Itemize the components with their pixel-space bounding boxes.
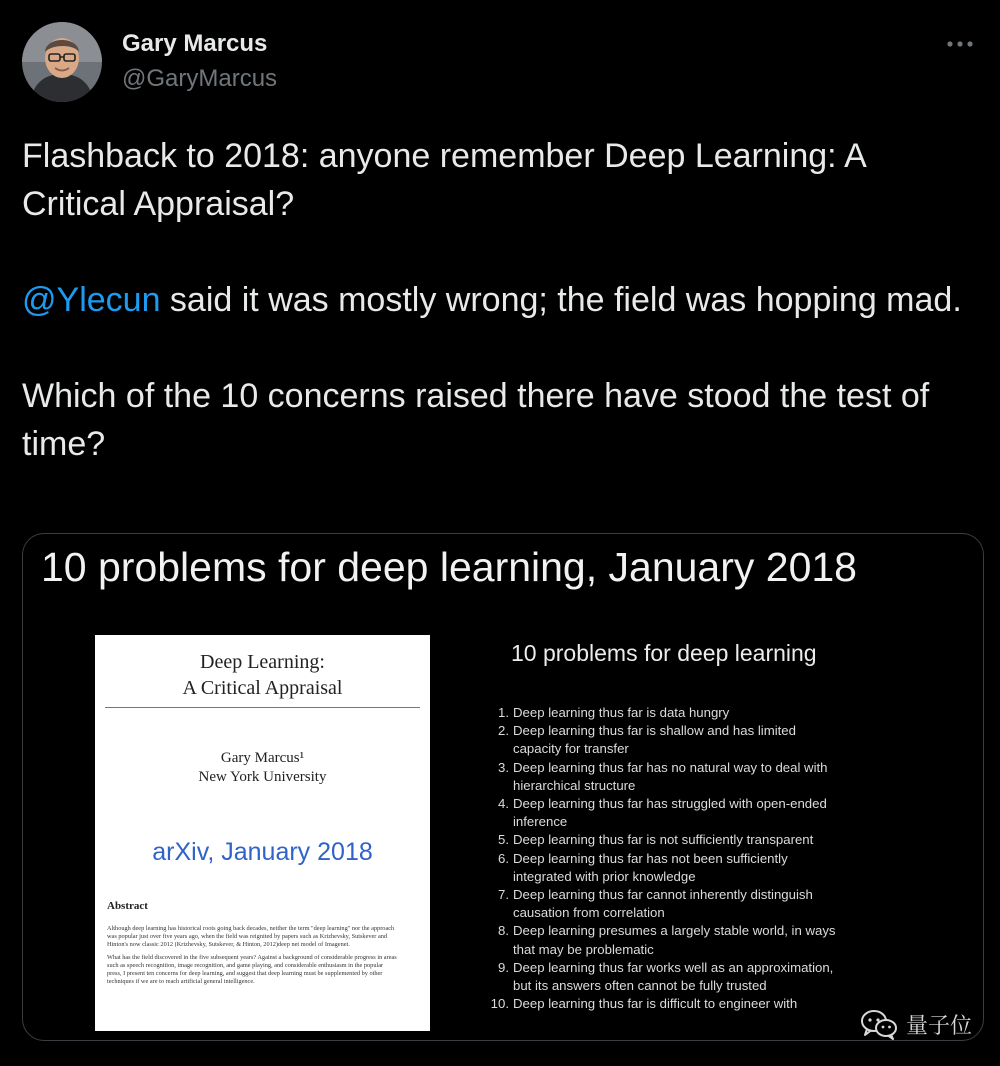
list-item-number: 1.	[498, 705, 509, 720]
list-item-number: 6.	[498, 850, 509, 866]
paper-title	[95, 649, 430, 701]
list-item-number: 8.	[498, 923, 509, 939]
author-handle[interactable]: @GaryMarcus	[122, 65, 278, 92]
list-item-text: Deep learning thus far cannot inherently distinguish causation from correlation	[513, 887, 813, 921]
list-item	[489, 759, 869, 795]
list-item-number: 9.	[498, 959, 509, 975]
list-item	[489, 722, 869, 758]
list-item-text: Deep learning thus far is difficult to engineer with	[513, 996, 798, 1012]
paper-divider	[105, 707, 420, 708]
paper-abstract	[107, 925, 397, 991]
mention-link[interactable]: @Ylecun	[22, 281, 161, 319]
paper-cover	[95, 635, 430, 1031]
list-item-text: Deep learning thus far is not sufficiently transparent	[513, 832, 814, 848]
list-item-text: Deep learning thus far has no natural way to deal with hierarchical structure	[513, 759, 828, 793]
list-item	[489, 995, 869, 1013]
author-name[interactable]: Gary Marcus	[122, 30, 268, 57]
list-item-number: 3.	[498, 759, 509, 775]
list-item	[489, 831, 869, 849]
problems-list	[489, 704, 869, 1013]
list-item-number: 7.	[498, 887, 509, 903]
slide-title: 10 problems for deep learning, January 2018	[41, 544, 857, 590]
list-item-text: Deep learning thus far is shallow and has limited capacity for transfer	[513, 723, 796, 757]
wechat-icon	[860, 1008, 898, 1040]
tweet-paragraph-2-text: said it was mostly wrong; the field was hopping mad.	[160, 281, 962, 319]
media-image[interactable]	[22, 533, 984, 1041]
paper-abstract-paragraph: What has the field discovered in the five subsequent years? Against a background of considerable progress in areas such as speech recognition, image recognition, and game playing, and considerable enthusiasm in the popular press, I present ten concerns for deep learning, and suggest that deep learning must be supplemented by other techniques if we are to reach artificial general intelligence.	[107, 954, 397, 985]
tweet-paragraph-3: Which of the 10 concerns raised there have stood the test of time?	[22, 377, 930, 463]
paper-arxiv-label: arXiv, January 2018	[152, 838, 373, 866]
list-item-text: Deep learning thus far works well as an approximation, but its answers often cannot be fully trusted	[513, 959, 834, 994]
list-item-text: Deep learning presumes a largely stable world, in ways that may be problematic	[513, 923, 836, 957]
avatar-photo	[22, 22, 102, 102]
list-item-text: Deep learning thus far has not been sufficiently integrated with prior knowledge	[513, 850, 788, 884]
tweet-paragraph-2	[22, 276, 972, 324]
watermark-text: 量子位	[905, 1013, 972, 1039]
more-options-button[interactable]	[942, 32, 978, 56]
list-item-number: 5.	[498, 832, 509, 848]
paper-abstract-paragraph: Although deep learning has historical roots going back decades, neither the term "deep learning" nor the approach was popular just over five years ago, when the field was reignited by papers such as Krizhevsky, Sutskever and Hinton's now classic 2012 (Krizhevsky, Sutskever, & Hinton, 2012)deep net model of Imagenet.	[107, 925, 395, 948]
problems-heading: 10 problems for deep learning	[511, 640, 817, 666]
tweet-text	[22, 132, 972, 468]
paper-author-block	[95, 749, 430, 787]
list-item-number: 10.	[490, 996, 509, 1012]
list-item	[489, 886, 869, 922]
list-item	[489, 795, 869, 831]
list-item	[489, 850, 869, 886]
list-item-number: 4.	[498, 796, 509, 812]
list-item	[489, 704, 869, 722]
list-item-text: Deep learning thus far is data hungry	[513, 705, 730, 720]
list-item	[489, 959, 869, 995]
paper-affiliation: New York University	[198, 769, 327, 785]
list-item-number: 2.	[498, 723, 509, 739]
paper-author: Gary Marcus¹	[220, 750, 305, 766]
paper-abstract-heading: Abstract	[107, 900, 148, 912]
list-item	[489, 922, 869, 958]
list-item-text: Deep learning thus far has struggled with open-ended inference	[513, 796, 827, 830]
watermark	[860, 1008, 972, 1040]
paper-title-line-1: Deep Learning:	[200, 651, 325, 673]
paper-title-line-2: A Critical Appraisal	[182, 677, 343, 699]
more-horizontal-icon	[946, 40, 974, 48]
avatar[interactable]	[22, 22, 102, 102]
tweet-paragraph-1: Flashback to 2018: anyone remember Deep Learning: A Critical Appraisal?	[22, 137, 865, 223]
